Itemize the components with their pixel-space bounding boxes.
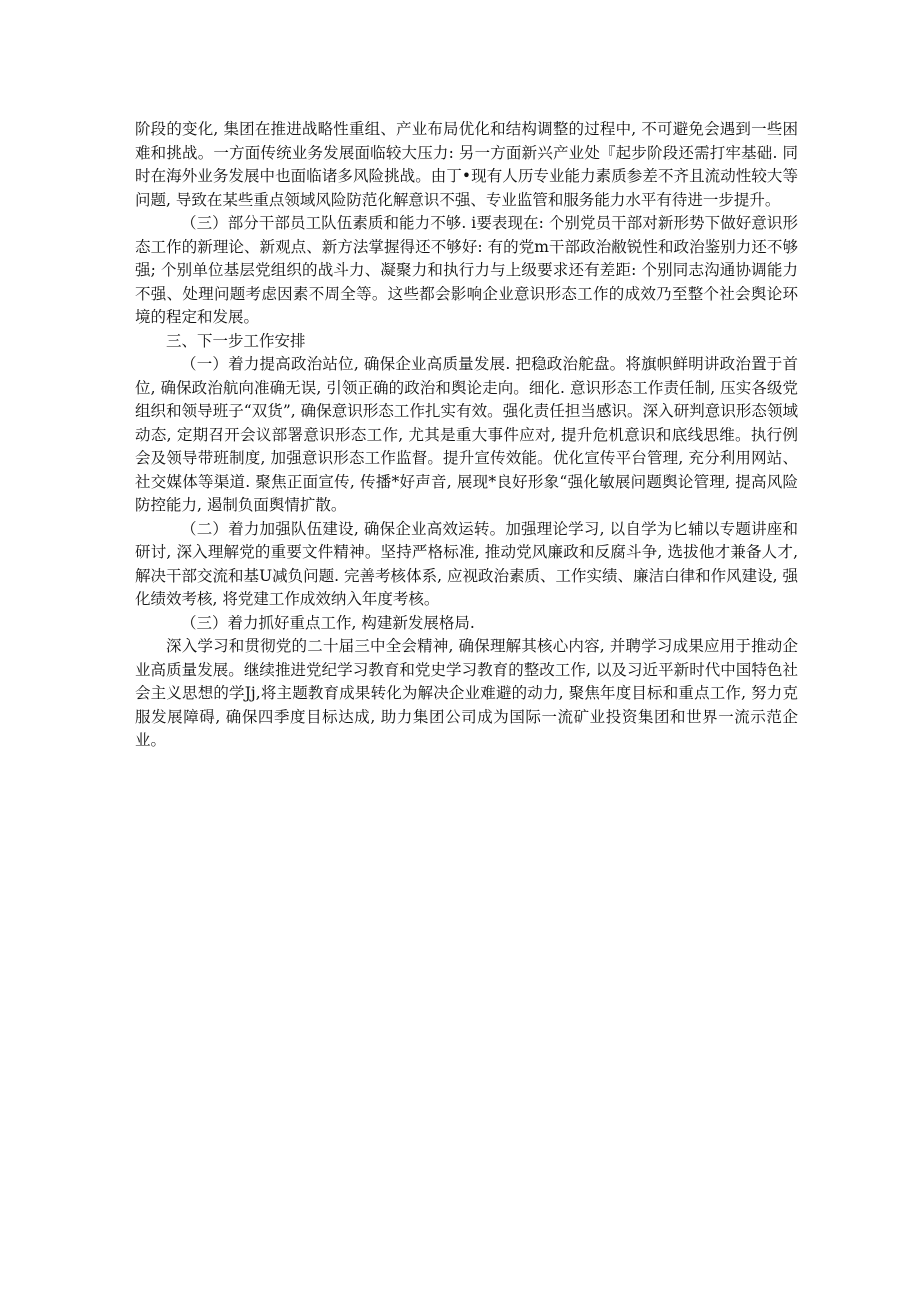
paragraph-section3-item1: （一）着力提高政治站位, 确保企业高质量发展. 把稳政治舵盘。将旗帜鲜明讲政治置于首位, 确保政治航向准确无误, 引领正确的政治和舆论走向。细化. 意识形态工作责任制, 压实各级党组织和领导班子“双货”, 确保意识形态工作扎实有效。强化责任担当感识。深入研判意识形态领域动态, 定期召开会议部署意识形态工作, 尤其是重大事件应对, 提升危机意识和底线思维。执行例会及领导带班制度, 加强意识形态工作监督。提升宣传效能。优化宣传平台管理, 充分利用网站、社交媒体等渠道. 聚焦正面宣传, 传播*好声音, 展现*良好形象“强化敏展问题舆论管理, 提高风险防控能力, 遏制负面舆情扩散。 bbox=[135, 355, 798, 514]
document-body bbox=[135, 118, 798, 753]
paragraph-section3-item3-body: 深入学习和贯彻党的二十届三中全会精神, 确保理解其核心内容, 并聘学习成果应用于推动企业高质量发展。继续推进党纪学习教育和党史学习教育的整改工作, 以及习近平新时代中国特色社会主义思想的学Jj,将主题教育成果转化为解决企业难避的动力, 聚焦年度目标和重点工作, 努力克服发展障碍, 确保四季度目标达成, 助力集团公司成为国际一流矿业投资集团和世界一流示范企业。 bbox=[135, 637, 798, 749]
paragraph-continuation: 阶段的变化, 集团在推进战略性重组、产业布局优化和结构调整的过程中, 不可避免会遇到一些困难和挑战。一方面传统业务发展面临较大压力: 另一方面新兴产业处『起步阶段还需打牢基础. 同时在海外业务发展中也面临诸多风险挑战。由丁•现有人历专业能力素质参差不齐且流动性较大等问题, 导致在某些重点领域风险防范化解意识不强、专业监管和服务能力水平有待进一步提升。 bbox=[135, 120, 798, 209]
section-heading-3: 三、下一步工作安排 bbox=[166, 331, 306, 350]
paragraph-section3-item2: （二）着力加强队伍建设, 确保企业高效运转。加强理论学习, 以自学为匕辅以专题讲座和研讨, 深入理解党的重要文件精神。坚持严格标准, 推动党风廉政和反腐斗争, 选拔他才兼备人才, 解决干部交流和基U减负问题. 完善考核体系, 应视政治素质、工作实绩、廉洁白律和作风建设, 强化绩效考核, 将党建工作成效纳入年度考核。 bbox=[135, 519, 798, 608]
paragraph-section2-item3: （三）部分干部员工队伍素质和能力不够. i要表现在: 个别党员干部对新形势下做好意识形态工作的新理论、新观点、新方法掌握得还不够好: 有的党m干部政治敝锐性和政治鉴别力还不够强; 个别单位基层党组织的战斗力、凝聚力和执行力与上级要求还有差距: 个别同志沟通协调能力不强、处理问题考虑因素不周全等。这些都会影响企业意识形态工作的成效乃至整个社会舆论环境的程定和发展。 bbox=[135, 214, 798, 326]
paragraph-section3-item3-title: （三）着力抓好重点工作, 构建新发展格局. bbox=[181, 613, 475, 632]
